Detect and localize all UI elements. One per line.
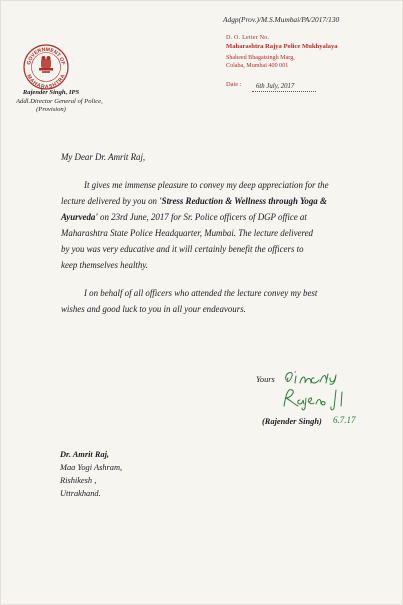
date-value: 6th July, 2017 — [256, 83, 295, 90]
reference-number: Adgp(Prov.)/M.S.Mumbai/PA/2017/130 — [223, 15, 340, 24]
p1-line-6: keep themselves healthy. — [61, 260, 148, 270]
addressee-line-1: Maa Yogi Ashram, — [60, 463, 123, 472]
date-label: Date : — [226, 81, 242, 88]
address-line-1: Shaheed Bhagatsingh Marg, — [226, 55, 295, 61]
office-name: Maharashtra Rajya Police Mukhyalaya — [226, 43, 338, 50]
date-dotted-line — [252, 91, 316, 92]
salutation: My Dear Dr. Amrit Raj, — [61, 152, 146, 162]
government-seal — [23, 44, 69, 90]
signed-name: (Rajender Singh) — [262, 417, 322, 426]
p1-line-3 — [61, 212, 307, 222]
p1-line-4: Maharashtra State Police Headquarter, Mumbai. The lecture delivered — [61, 228, 313, 238]
p2-line-1: I on behalf of all officers who attended the lecture convey my best — [84, 288, 318, 298]
sender-block — [16, 89, 103, 115]
p2-line-2: wishes and good luck to you in all your endeavours. — [61, 304, 246, 314]
address-line-2: Colaba, Mumbai 400 001 — [226, 63, 289, 69]
addressee-line-2: Rishikesh , — [60, 476, 97, 485]
sender-title: Addl.Director General of Police, — [16, 97, 103, 105]
handwritten-date: 6.7.17 — [333, 415, 356, 425]
p1-line-5: by you was very educative and it will certainly benefit the officers to — [61, 244, 304, 254]
p1-line-1: It gives me immense pleasure to convey my deep appreciation for the — [84, 180, 329, 190]
addressee-name: Dr. Amrit Raj, — [60, 450, 110, 459]
closing-yours: Yours — [256, 375, 275, 384]
svg-text:MAHARASHTRA: MAHARASHTRA — [25, 73, 67, 90]
p1-line-2a: lecture delivered by you on — [61, 196, 160, 206]
lecture-title-part-2: Ayurveda' — [61, 212, 98, 222]
lecture-title-part-1: 'Stress Reduction & Wellness through Yoga & — [159, 196, 327, 206]
sender-dept: (Provision) — [36, 106, 66, 114]
handwritten-signature — [280, 384, 356, 412]
addressee-line-3: Uttrakhand. — [60, 489, 101, 498]
p1-line-3b: on 23rd June, 2017 for Sr. Police officers of DGP office at — [97, 212, 307, 222]
do-letter-no: D. O. Letter No. — [226, 35, 270, 41]
svg-text:GOVERNMENT OF: GOVERNMENT OF — [26, 46, 66, 66]
p1-line-2 — [61, 196, 327, 206]
sender-name: Rajender Singh, IPS — [22, 89, 80, 96]
